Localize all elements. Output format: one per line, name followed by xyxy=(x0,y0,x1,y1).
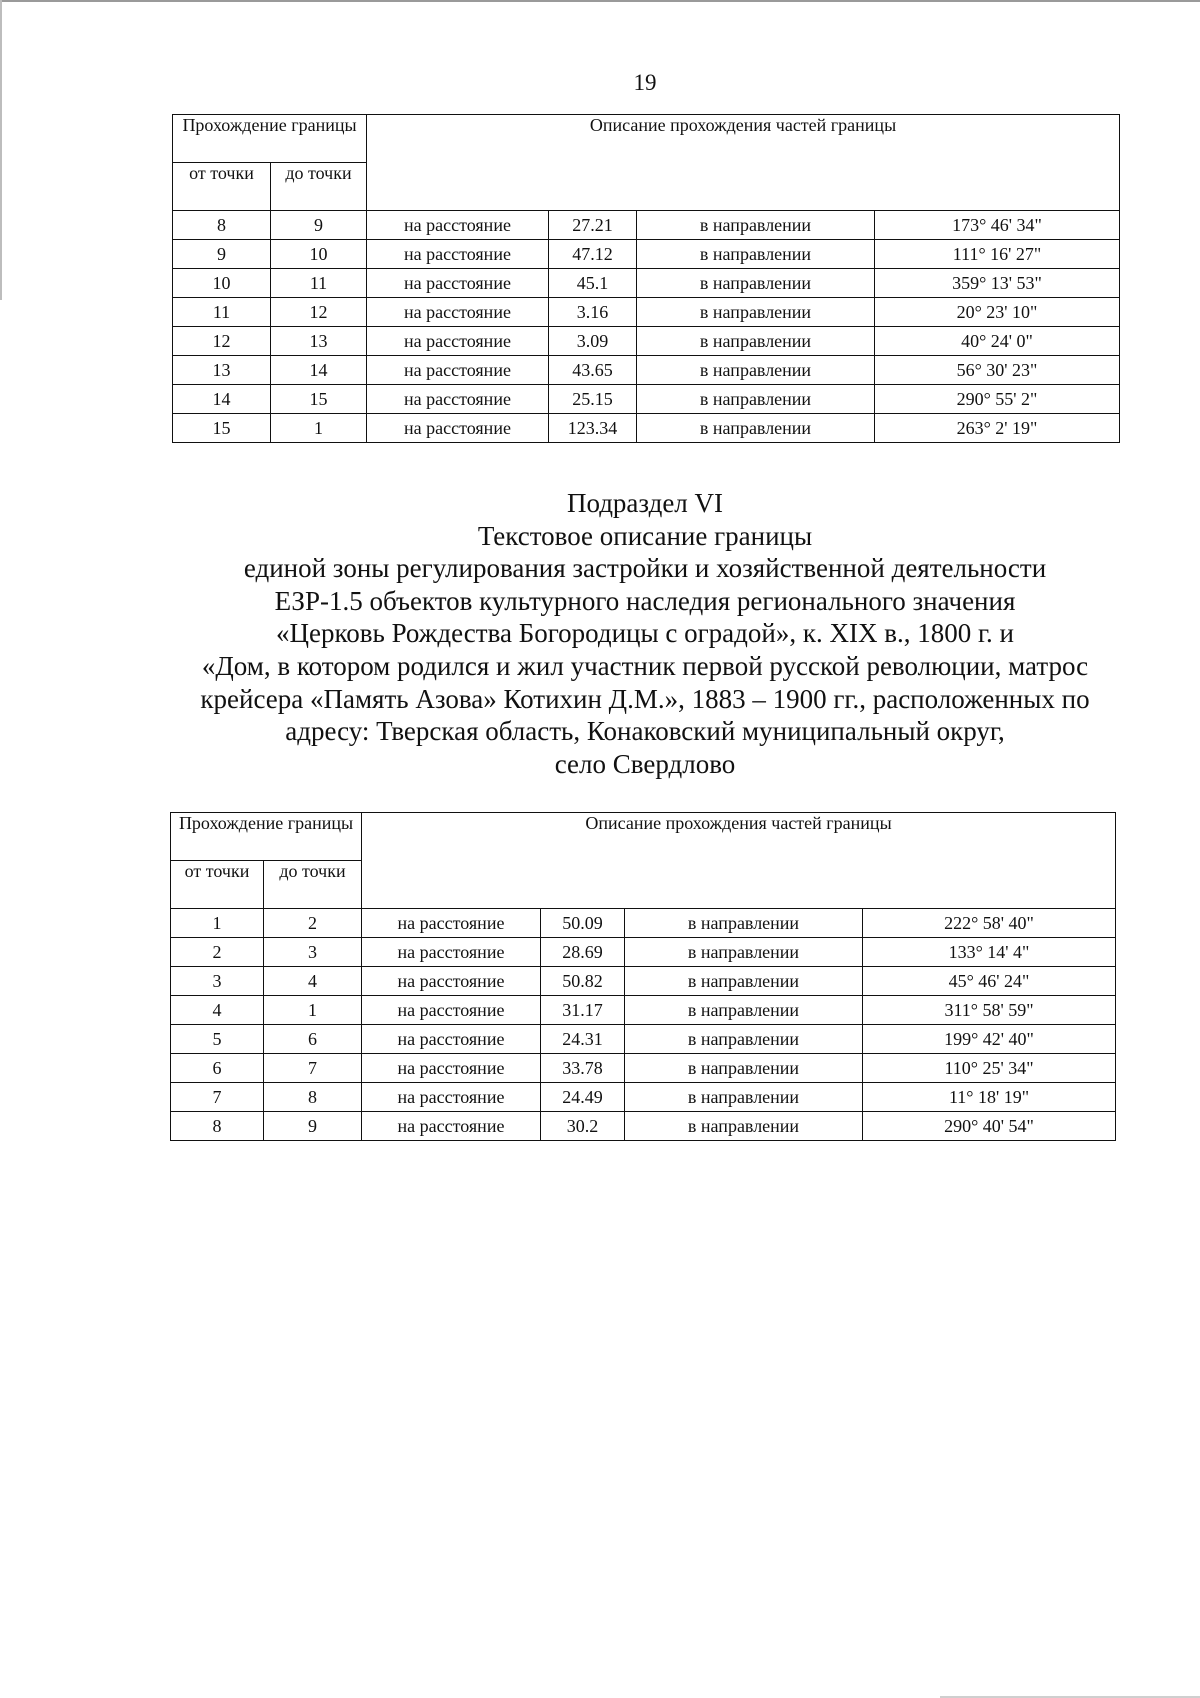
bearing-cell: 11° 18' 19" xyxy=(863,1083,1116,1112)
bearing-cell: 359° 13' 53" xyxy=(875,269,1120,298)
bearing-cell: 133° 14' 4" xyxy=(863,938,1116,967)
heading-line: адресу: Тверская область, Конаковский муниципальный округ, xyxy=(285,716,1005,747)
heading-line: Текстовое описание границы xyxy=(477,520,813,551)
distance-label-cell: на расстояние xyxy=(362,938,541,967)
point-from-cell: 6 xyxy=(171,1054,264,1083)
direction-label-cell: в направлении xyxy=(637,414,875,443)
header-to-point: до точки xyxy=(264,861,362,909)
heading-line: «Церковь Рождества Богородицы с оградой», к. XIX в., 1800 г. и xyxy=(276,618,1014,649)
point-from-cell: 5 xyxy=(171,1025,264,1054)
table-row xyxy=(171,1025,1116,1054)
point-from-cell: 7 xyxy=(171,1083,264,1112)
header-passage: Прохождение границы xyxy=(171,813,362,861)
distance-label-cell: на расстояние xyxy=(362,996,541,1025)
point-from-cell: 2 xyxy=(171,938,264,967)
heading-line: село Свердлово xyxy=(554,748,736,779)
point-from-cell: 1 xyxy=(171,909,264,938)
point-from-cell: 10 xyxy=(173,269,271,298)
table-row xyxy=(171,1054,1116,1083)
bearing-cell: 56° 30' 23" xyxy=(875,356,1120,385)
point-to-cell: 12 xyxy=(271,298,367,327)
distance-cell: 28.69 xyxy=(541,938,625,967)
point-to-cell: 11 xyxy=(271,269,367,298)
table-row xyxy=(171,909,1116,938)
direction-label-cell: в направлении xyxy=(625,938,863,967)
direction-label-cell: в направлении xyxy=(625,1054,863,1083)
direction-label-cell: в направлении xyxy=(637,211,875,240)
distance-label-cell: на расстояние xyxy=(362,909,541,938)
header-from-point: от точки xyxy=(171,861,264,909)
bearing-cell: 311° 58' 59" xyxy=(863,996,1116,1025)
distance-cell: 43.65 xyxy=(549,356,637,385)
point-to-cell: 9 xyxy=(264,1112,362,1141)
direction-label-cell: в направлении xyxy=(637,327,875,356)
distance-label-cell: на расстояние xyxy=(367,385,549,414)
distance-cell: 50.82 xyxy=(541,967,625,996)
distance-cell: 25.15 xyxy=(549,385,637,414)
distance-cell: 27.21 xyxy=(549,211,637,240)
distance-cell: 33.78 xyxy=(541,1054,625,1083)
subsection-title: Подраздел VI xyxy=(566,488,724,518)
direction-label-cell: в направлении xyxy=(637,240,875,269)
distance-label-cell: на расстояние xyxy=(362,967,541,996)
distance-cell: 3.16 xyxy=(549,298,637,327)
bearing-cell: 40° 24' 0" xyxy=(875,327,1120,356)
table-row xyxy=(173,269,1120,298)
bearing-cell: 290° 40' 54" xyxy=(863,1112,1116,1141)
distance-cell: 30.2 xyxy=(541,1112,625,1141)
bearing-cell: 290° 55' 2" xyxy=(875,385,1120,414)
direction-label-cell: в направлении xyxy=(625,996,863,1025)
distance-label-cell: на расстояние xyxy=(362,1025,541,1054)
header-passage: Прохождение границы xyxy=(173,115,367,163)
header-from-point: от точки xyxy=(173,163,271,211)
point-from-cell: 4 xyxy=(171,996,264,1025)
boundary-table-2 xyxy=(170,812,1116,1141)
table-row xyxy=(173,211,1120,240)
distance-label-cell: на расстояние xyxy=(367,240,549,269)
point-from-cell: 3 xyxy=(171,967,264,996)
direction-label-cell: в направлении xyxy=(625,1025,863,1054)
distance-label-cell: на расстояние xyxy=(367,414,549,443)
point-to-cell: 7 xyxy=(264,1054,362,1083)
table-row xyxy=(173,327,1120,356)
header-description: Описание прохождения частей границы xyxy=(367,115,1120,211)
table-row xyxy=(171,938,1116,967)
heading-line: «Дом, в котором родился и жил участник первой русской революции, матрос xyxy=(201,650,1089,681)
distance-label-cell: на расстояние xyxy=(362,1054,541,1083)
distance-cell: 31.17 xyxy=(541,996,625,1025)
direction-label-cell: в направлении xyxy=(637,385,875,414)
direction-label-cell: в направлении xyxy=(625,909,863,938)
table-row xyxy=(171,1083,1116,1112)
distance-cell: 45.1 xyxy=(549,269,637,298)
point-from-cell: 14 xyxy=(173,385,271,414)
distance-cell: 123.34 xyxy=(549,414,637,443)
table-body xyxy=(171,909,1116,1141)
distance-label-cell: на расстояние xyxy=(367,356,549,385)
point-to-cell: 1 xyxy=(271,414,367,443)
point-to-cell: 4 xyxy=(264,967,362,996)
point-from-cell: 15 xyxy=(173,414,271,443)
point-from-cell: 12 xyxy=(173,327,271,356)
distance-label-cell: на расстояние xyxy=(367,269,549,298)
bearing-cell: 111° 16' 27" xyxy=(875,240,1120,269)
distance-label-cell: на расстояние xyxy=(367,211,549,240)
point-from-cell: 8 xyxy=(173,211,271,240)
table-row xyxy=(171,1112,1116,1141)
distance-label-cell: на расстояние xyxy=(362,1083,541,1112)
table-row xyxy=(171,967,1116,996)
table-row xyxy=(173,298,1120,327)
table-row xyxy=(173,240,1120,269)
point-to-cell: 8 xyxy=(264,1083,362,1112)
bearing-cell: 173° 46' 34" xyxy=(875,211,1120,240)
heading-line: ЕЗР-1.5 объектов культурного наследия регионального значения xyxy=(274,585,1016,616)
bearing-cell: 222° 58' 40" xyxy=(863,909,1116,938)
distance-label-cell: на расстояние xyxy=(362,1112,541,1141)
distance-cell: 24.49 xyxy=(541,1083,625,1112)
bearing-cell: 263° 2' 19" xyxy=(875,414,1120,443)
distance-cell: 47.12 xyxy=(549,240,637,269)
page-number: 19 xyxy=(633,70,657,95)
point-to-cell: 9 xyxy=(271,211,367,240)
distance-cell: 50.09 xyxy=(541,909,625,938)
point-from-cell: 13 xyxy=(173,356,271,385)
point-to-cell: 14 xyxy=(271,356,367,385)
bearing-cell: 110° 25' 34" xyxy=(863,1054,1116,1083)
scan-edge-top xyxy=(0,0,1200,2)
heading-line: единой зоны регулирования застройки и хозяйственной деятельности xyxy=(243,553,1047,584)
boundary-table-1 xyxy=(172,114,1120,443)
bearing-cell: 20° 23' 10" xyxy=(875,298,1120,327)
distance-cell: 24.31 xyxy=(541,1025,625,1054)
distance-label-cell: на расстояние xyxy=(367,327,549,356)
point-from-cell: 11 xyxy=(173,298,271,327)
table-body xyxy=(173,211,1120,443)
table-row xyxy=(173,385,1120,414)
point-to-cell: 1 xyxy=(264,996,362,1025)
heading-line: крейсера «Память Азова» Котихин Д.М.», 1883 – 1900 гг., расположенных по xyxy=(200,683,1090,714)
point-to-cell: 6 xyxy=(264,1025,362,1054)
direction-label-cell: в направлении xyxy=(625,1112,863,1141)
point-from-cell: 9 xyxy=(173,240,271,269)
header-to-point: до точки xyxy=(271,163,367,211)
point-to-cell: 10 xyxy=(271,240,367,269)
bearing-cell: 199° 42' 40" xyxy=(863,1025,1116,1054)
point-to-cell: 2 xyxy=(264,909,362,938)
header-description: Описание прохождения частей границы xyxy=(362,813,1116,909)
direction-label-cell: в направлении xyxy=(625,1083,863,1112)
section-heading xyxy=(150,487,1140,780)
distance-label-cell: на расстояние xyxy=(367,298,549,327)
direction-label-cell: в направлении xyxy=(637,356,875,385)
direction-label-cell: в направлении xyxy=(637,298,875,327)
table-row xyxy=(171,996,1116,1025)
direction-label-cell: в направлении xyxy=(637,269,875,298)
scan-edge-left xyxy=(0,0,2,300)
distance-cell: 3.09 xyxy=(549,327,637,356)
point-to-cell: 15 xyxy=(271,385,367,414)
table-row xyxy=(173,414,1120,443)
point-to-cell: 3 xyxy=(264,938,362,967)
point-to-cell: 13 xyxy=(271,327,367,356)
point-from-cell: 8 xyxy=(171,1112,264,1141)
bearing-cell: 45° 46' 24" xyxy=(863,967,1116,996)
direction-label-cell: в направлении xyxy=(625,967,863,996)
table-row xyxy=(173,356,1120,385)
